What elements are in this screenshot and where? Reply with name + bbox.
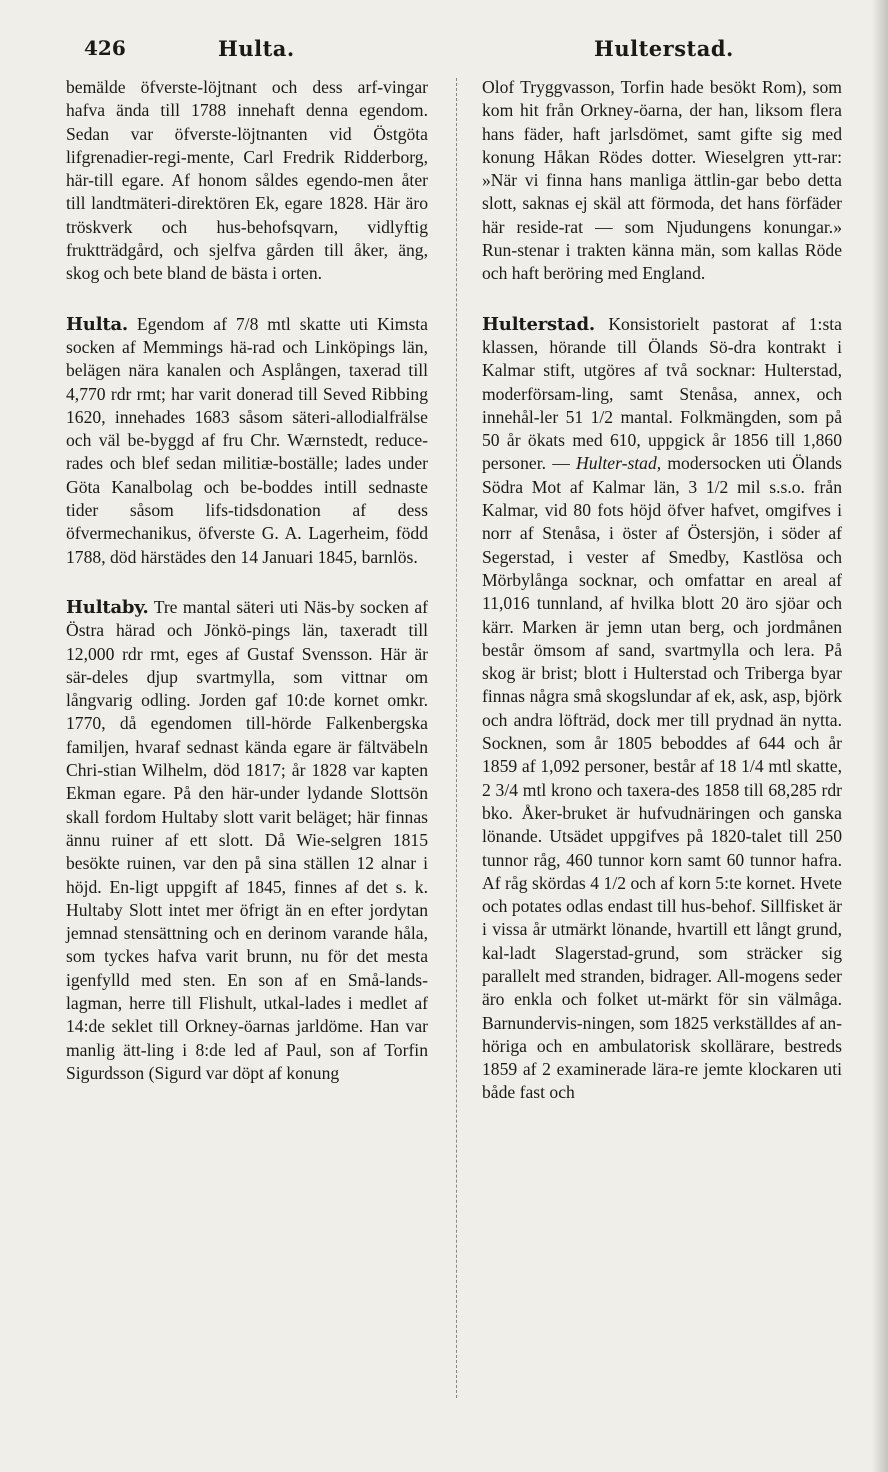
entry-text-hulta: Egendom af 7/8 mtl skatte uti Kimsta socken af Memmings hä-rad och Linköpings län, belägen nära kanalen och Asplången, taxerad till 4,770 rdr rmt; har varit donerad till Seved Ribbing 1620, innehades 1683 såsom säteri-allodialfrälse och väl be-byggd af fru Chr. Wærnstedt, reduce-rades och blef sedan militiæ-boställe; lades under Göta Kanalbolag och be-boddes intill sednaste tider såsom lifs-tidsdonation af dess öfvermechanikus, öfverste G. A. Lagerheim, född 1788, död härstädes den 14 Januari 1845, barnlös. — [66, 313, 428, 567]
entry-text-hultaby: Tre mantal säteri uti Näs-by socken af Östra härad och Jönkö-pings län, taxeradt till 12,000 rdr rmt, eges af Gustaf Svensson. Här är sär-deles djup svartmylla, som vittnar om långvarig odling. Jorden gaf 10:de kornet omkr. 1770, då egendomen till-hörde Falkenbergska familjen, hvaraf sednast kända egare är fältväbeln Chri-stian Wilhelm, död 1817; år 1828 var kapten Ekman egare. På den här-under lydande Slottsön skall fordom Hultaby slott varit beläget; här finnas ännu ruiner af ett slott. Då Wie-selgren 1815 besökte ruinen, var den på sina ställen 12 alnar i höjd. En-ligt uppgift af 1845, finnes af det s. k. Hultaby Slott intet mer öfrigt än en efter jordytan jemnad stensättning och en derinom varande håla, som tyckes hafva varit brunn, nu för det mesta igenfylld med sten. En son af en Små-lands-lagman, herre till Flishult, utkal-lades i medlet af 14:de seklet till Orkney-öarnas jarldöme. Han var manlig ätt-ling i 8:de led af Paul, son af Torfin Sigurdsson (Sigurd var döpt af konung — [66, 596, 428, 1083]
running-header — [70, 36, 870, 70]
running-title-right: Hulterstad. — [594, 36, 734, 61]
right-column — [482, 76, 842, 1105]
entry-italic-hulterstad: Hulter-stad, — [576, 453, 662, 474]
page-number: 426 — [84, 36, 126, 60]
entry-text-hulterstad-b: modersocken uti Ölands Södra Mot af Kalmar län, 3 1/2 mil s.s.o. från Kalmar, vid 80 fots höjd öfver hafvet, omgifves i norr af Stenåsa, i öster af Östersjön, i söder af Segerstad, i vester af Smedby, Kastlösa och Mörbylånga socknar, och omfattar en areal af 11,016 tunnland, af hvilka blott 20 äro sjöar och kärr. Marken är jemn utan berg, och jordmånen består ömsom af sand, svartmylla och lera. På skog är brist; blott i Hulterstad och Triberga byar finnas några små skogslundar af ek, ask, asp, björk och andra löfträd, dock mer till prydnad än nytta. Socknen, som år 1805 beboddes af 644 och år 1859 af 1,092 personer, består af 18 1/4 mtl skatte, 2 3/4 mtl krono och taxera-des 1858 till 68,285 rdr bko. Åker-bruket är hufvudnäringen och ganska lönande. Utsädet uppgifves på 1820-talet till 250 tunnor råg, 460 tunnor korn samt 60 tunnor hafra. Af råg skördas 4 1/2 och af korn 5:te kornet. Hvete och potates odlas endast till hus-behof. Sillfisket är i vissa år utmärkt lönande, hvartill ett långt grund, kal-ladt Slagerstad-grund, som sträcker sig parallelt med stranden, bidrager. All-mogens seder äro enkla och folket ut-märkt för sin välmåga. Barnundervis-ningen, som 1825 verkställdes af an-höriga och en ambulatorisk skollärare, bestreds 1859 af 2 examinerade lära-re jemte klockaren uti både fast och — [482, 453, 842, 1103]
entry-text-hulterstad-a: Konsistorielt pastorat af 1:sta klassen, hörande till Ölands Sö-dra kontrakt i Kalmar stift, utgöres af två socknar: Hulterstad, moderförsam-ling, samt Stenåsa, annex, och innehål-ler 51 1/2 mantal. Folkmängden, som på 50 år ökats med 610, uppgick år 1856 till 1,860 personer. — — [482, 313, 842, 474]
running-title-left: Hulta. — [218, 36, 295, 61]
continued-paragraph: bemälde öfverste-löjtnant och dess arf-vingar hafva ända till 1788 innehaft denna egendom. Sedan var öfverste-löjtnanten vid Östgöta lifgrenadier-regi-mente, Carl Fredrik Ridderborg, här-till egare. Af honom såldes egendo-men åter till landtmäteri-direktören Ek, egare 1828. Här äro tröskverk och hus-behofsqvarn, vidlyftig fruktträdgård, och sjelfva gården till åker, äng, skog och bete bland de bästa i orten. — [66, 77, 428, 284]
column-divider — [456, 78, 458, 1398]
entry-heading-hultaby: Hultaby. — [66, 596, 149, 618]
entry-hultaby — [66, 596, 428, 1085]
continued-paragraph-right: Olof Tryggvasson, Torfin hade besökt Rom), som kom hit från Orkney-öarna, der han, liksom flera hans fäder, haft jarlsdömet, samt gifte sig med konung Håkan Rödes dotter. Wieselgren ytt-rar: »När vi finna hans manliga ättlin-gar bebo detta slott, saknas ej skäl att förmoda, det hans förfäder här reside-rat — som Njudungens konungar.» Run-stenar i trakten känna män, som kallas Röde och haft beröring med England. — [482, 77, 842, 284]
entry-hulta — [66, 313, 428, 569]
entry-heading-hulta: Hulta. — [66, 313, 128, 335]
entry-heading-hulterstad: Hulterstad. — [482, 313, 595, 335]
left-column — [66, 76, 428, 1085]
entry-hulterstad — [482, 313, 842, 1105]
page-edge-shadow — [872, 0, 888, 1472]
